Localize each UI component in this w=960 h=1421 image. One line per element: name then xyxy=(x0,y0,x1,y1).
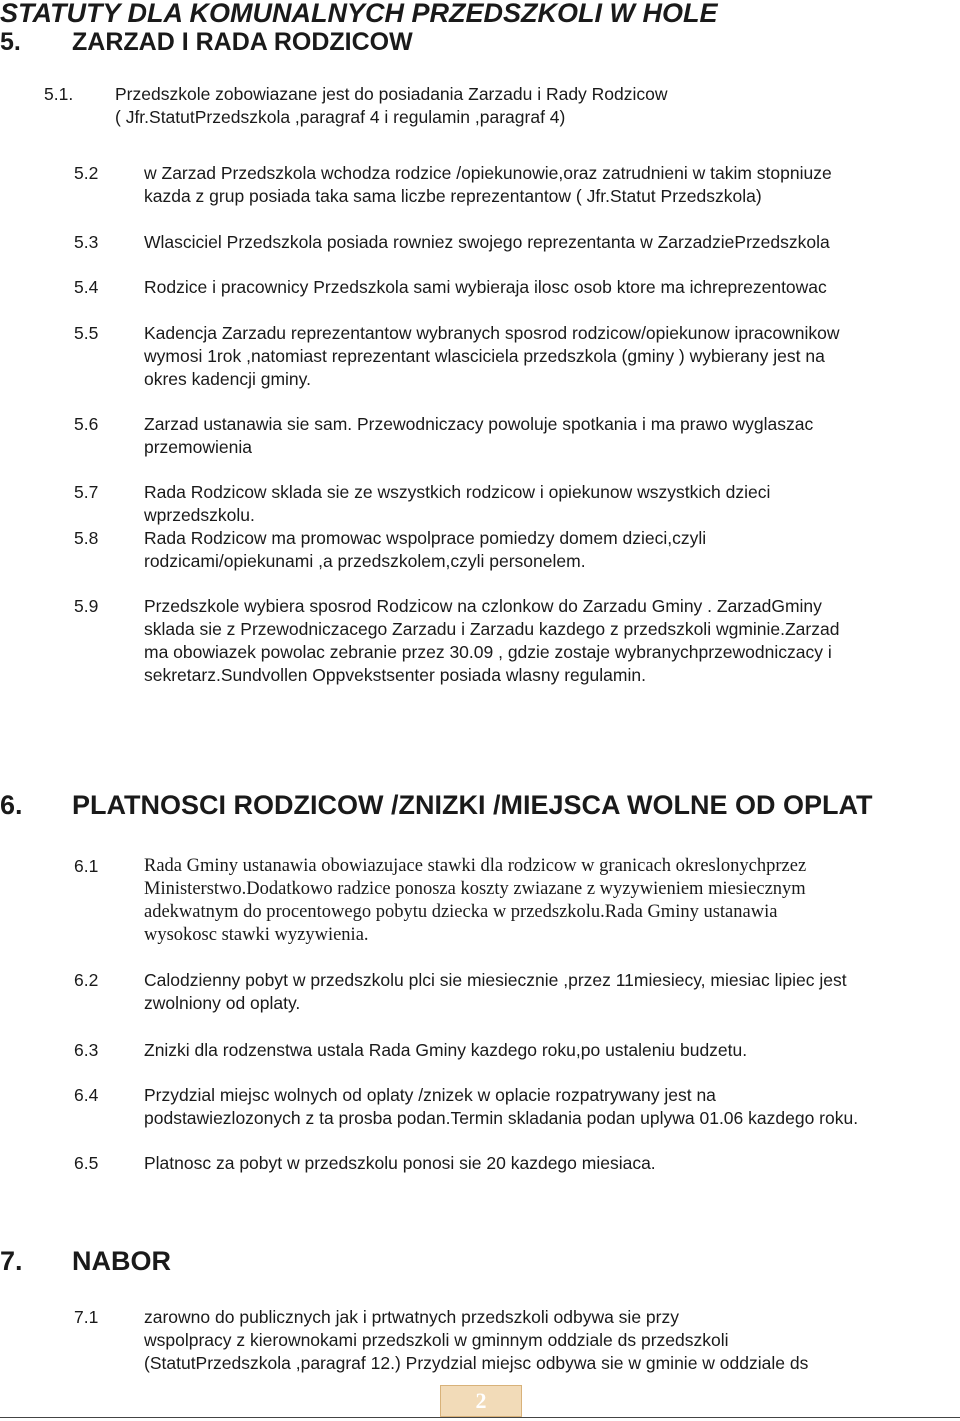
item-number: 5.7 xyxy=(74,482,99,502)
item-number: 5.1. xyxy=(44,84,74,104)
item-text: Rada Gminy ustanawia obowiazujace stawki dla rodzicow w granicach okreslonychprzez Ministerstwo.Dodatkowo radzice ponosza koszty zwiazane z wyzywieniem miesiecznym adekwatnym do procentowego pobytu dziecka w przedszkolu.Rada Gminy ustanawia wysokosc stawki wyzywienia. xyxy=(144,856,807,945)
item-text: w Zarzad Przedszkola wchodza rodzice /opiekunowie,oraz zatrudnieni w takim stopniuze kazda z grup posiada taka sama liczbe reprezentantow ( Jfr.Statut Przedszkola) xyxy=(144,163,832,206)
section-number: 7. xyxy=(0,1246,23,1276)
item-number: 5.9 xyxy=(74,596,99,616)
item-text: Calodzienny pobyt w przedszkolu plci sie miesiecznie ,przez 11miesiecy, miesiac lipiec jest zwolniony od oplaty. xyxy=(144,970,847,1013)
document-title: STATUTY DLA KOMUNALNYCH PRZEDSZKOLI W HOLE xyxy=(0,0,718,28)
section-title: PLATNOSCI RODZICOW /ZNIZKI /MIEJSCA WOLNE OD OPLAT xyxy=(72,790,873,820)
item-text: Wlasciciel Przedszkola posiada rowniez swojego reprezentanta w ZarzadziePrzedszkola xyxy=(144,232,830,252)
section-number: 5. xyxy=(0,28,21,56)
item-number: 7.1 xyxy=(74,1307,99,1327)
item-number: 5.8 xyxy=(74,528,99,548)
item-number: 5.6 xyxy=(74,414,99,434)
item-number: 5.4 xyxy=(74,277,99,297)
item-number: 6.2 xyxy=(74,970,99,990)
item-text: Przedszkole zobowiazane jest do posiadania Zarzadu i Rady Rodzicow ( Jfr.StatutPrzedszkola ,paragraf 4 i regulamin ,paragraf 4) xyxy=(115,84,668,127)
item-number: 5.2 xyxy=(74,163,99,183)
item-number: 6.5 xyxy=(74,1153,99,1173)
footer-divider xyxy=(0,1417,960,1418)
item-text: Rada Rodzicow sklada sie ze wszystkich rodzicow i opiekunow wszystkich dzieci wprzedszkolu. xyxy=(144,482,771,525)
page-number-badge xyxy=(440,1385,522,1417)
item-number: 6.1 xyxy=(74,856,99,876)
item-number: 5.5 xyxy=(74,323,99,343)
item-text: Przydzial miejsc wolnych od oplaty /znizek w oplacie rozpatrywany jest na podstawiezlozonych z ta prosba podan.Termin skladania podan uplywa 01.06 kazdego roku. xyxy=(144,1085,859,1128)
item-number: 6.4 xyxy=(74,1085,99,1105)
item-text: zarowno do publicznych jak i prtwatnych przedszkoli odbywa sie przy wspolpracy z kierownokami przedszkoli w gminnym oddziale ds przedszkoli (StatutPrzedszkola ,paragraf 12.) Przydzial miejsc odbywa sie w gminie w oddziale ds xyxy=(144,1307,809,1373)
item-text: Rada Rodzicow ma promowac wspolprace pomiedzy domem dzieci,czyli rodzicami/opiekunami ,a przedszkolem,czyli personelem. xyxy=(144,528,707,571)
item-text: Rodzice i pracownicy Przedszkola sami wybieraja ilosc osob ktore ma ichreprezentowac xyxy=(144,277,827,297)
item-text: Przedszkole wybiera sposrod Rodzicow na czlonkow do Zarzadu Gminy . ZarzadGminy sklada sie z Przewodniczacego Zarzadu i Zarzadu kazdego z przedszkoli wgminie.Zarzad ma obowiazek powolac zebranie przez 30.09 , gdzie zostaje wybranychprzewodniczacy i sekretarz.Sundvollen Oppvekstsenter posiada wlasny regulamin. xyxy=(144,596,840,685)
item-text: Znizki dla rodzenstwa ustala Rada Gminy kazdego roku,po ustaleniu budzetu. xyxy=(144,1040,748,1060)
page-number: 2 xyxy=(475,1388,487,1413)
section-heading-6 xyxy=(0,788,872,822)
item-text: Platnosc za pobyt w przedszkolu ponosi sie 20 kazdego miesiaca. xyxy=(144,1153,656,1173)
section-title: NABOR xyxy=(72,1246,171,1276)
section-number: 6. xyxy=(0,790,23,820)
section-title: ZARZAD I RADA RODZICOW xyxy=(72,28,413,56)
item-number: 6.3 xyxy=(74,1040,99,1060)
section-heading-5 xyxy=(0,27,413,57)
item-number: 5.3 xyxy=(74,232,99,252)
item-text: Zarzad ustanawia sie sam. Przewodniczacy powoluje spotkania i ma prawo wyglaszac przemowienia xyxy=(144,414,814,457)
section-heading-7 xyxy=(0,1244,171,1278)
item-text: Kadencja Zarzadu reprezentantow wybranych sposrod rodzicow/opiekunow ipracownikow wymosi 1rok ,natomiast reprezentant wlasciciela przedszkola (gminy ) wybierany jest na okres kadencji gminy. xyxy=(144,323,840,389)
